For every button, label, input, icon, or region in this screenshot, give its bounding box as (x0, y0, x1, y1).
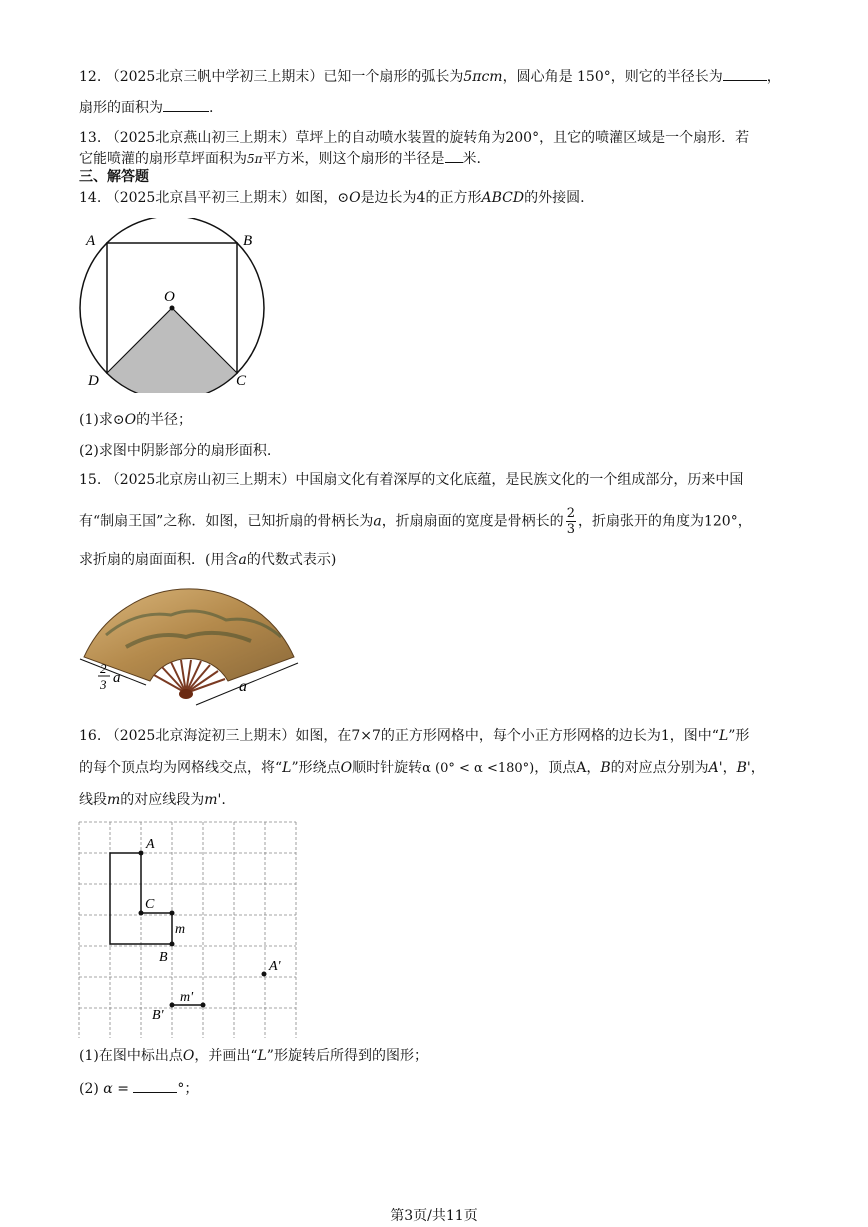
fig-frac-den: 3 (100, 677, 107, 692)
label-c: C (236, 373, 247, 389)
q16-text: ”形绕点 (291, 760, 341, 776)
point-a-prime-dot (262, 972, 267, 977)
fraction-two-thirds (566, 506, 576, 537)
point-a-dot (139, 851, 144, 856)
point-o: O (182, 1048, 195, 1064)
point-b-dot (170, 942, 175, 947)
q13-line1 (79, 128, 749, 148)
q14-circle-square-figure (70, 218, 280, 393)
q12-text: . (209, 100, 214, 116)
fig-label-a: a (239, 678, 247, 695)
q16-text: 顺时针旋转 (352, 760, 423, 776)
q14-text: 的半径； (136, 412, 193, 428)
q16-grid-figure (76, 818, 301, 1038)
answer-blank (163, 97, 209, 112)
square-name: ABCD (481, 190, 525, 206)
q15-line3 (79, 550, 336, 570)
q16-text: 的对应点分别为 (610, 760, 709, 776)
frac-num: 2 (566, 506, 575, 521)
alpha-symbol: α (103, 1081, 113, 1097)
answer-blank (445, 148, 463, 163)
point-c-dot (139, 911, 144, 916)
var-a: a (238, 552, 247, 568)
segment-m: m (107, 792, 121, 808)
q15-text: 求折扇的扇面面积．(用含 (79, 552, 239, 568)
q16-text: 16. （2025北京海淀初三上期末）如图，在7×7的正方形网格中，每个小正方形网格的边长为1，图中“ (79, 728, 719, 744)
q12-line2 (79, 97, 213, 118)
q15-text: 的代数式表示) (246, 552, 337, 568)
q16-sub1 (79, 1046, 428, 1066)
label-d: D (88, 373, 99, 389)
label-b: B (159, 950, 168, 965)
q16-sub2 (79, 1078, 198, 1099)
answer-blank (133, 1078, 177, 1093)
var-a: a (373, 513, 382, 530)
segment-m-prime: m' (204, 792, 222, 808)
q15-line1: 15. （2025北京房山初三上期末）中国扇文化有着深厚的文化底蕴，是民族文化的一个组成部分，历来中国 (79, 472, 744, 488)
page-footer: 第3页/共11页 (390, 1208, 478, 1224)
label-o: O (164, 289, 175, 305)
q16-line3 (79, 790, 226, 810)
label-m-prime: m' (180, 990, 194, 1005)
label-a: A (146, 837, 155, 852)
q12-text: ， (766, 69, 781, 85)
label-b: B (243, 233, 253, 249)
shaded-triangle (107, 308, 237, 373)
point-b: B (600, 760, 611, 776)
l-shape-letter: L (282, 760, 292, 776)
q16-line2 (79, 758, 765, 779)
q16-text: (1)在图中标出点 (79, 1048, 183, 1064)
q12-text: 12. （2025北京三帆中学初三上期末）已知一个扇形的弧长为 (79, 69, 464, 85)
q15-text: ，折扇张开的角度为120°， (577, 513, 752, 530)
q14-text: 是边长为4的正方形 (360, 190, 482, 206)
q12-text: ，圆心角是 150°，则它的半径长为 (502, 69, 723, 85)
q13-text: 它能喷灌的扇形草坪面积为 (79, 151, 247, 167)
q15-text: ，折扇扇面的宽度是骨柄长的 (381, 513, 564, 530)
point-dot (201, 1003, 206, 1008)
q12-arc-length: 5πcm (463, 69, 503, 85)
label-b-prime: B' (152, 1008, 164, 1023)
section-title: 三、解答题 (79, 169, 149, 185)
q14-stem (79, 188, 585, 208)
fan-pivot (179, 689, 193, 699)
point-o: O (340, 760, 353, 776)
frac-den: 3 (566, 522, 575, 537)
circle-symbol: ⊙O (112, 412, 137, 428)
q16-line1 (79, 726, 749, 746)
point-a-prime: A' (708, 760, 723, 776)
fig-label-a-small: a (113, 670, 121, 686)
point-b-prime: B' (736, 760, 751, 776)
q15-line2 (79, 506, 752, 537)
q13-text: 平方米，则这个扇形的半径是 (262, 151, 445, 167)
point-dot (170, 911, 175, 916)
q16-text: 的每个顶点均为网格线交点，将“ (79, 760, 283, 776)
label-a-prime: A' (269, 959, 281, 974)
l-shape-letter: L (257, 1048, 267, 1064)
q13-text: 13. （2025北京燕山初三上期末）草坪上的自动喷水装置的旋转角为200°，且它的喷灌区域是一个扇形．若 (79, 130, 750, 146)
circle-symbol: ⊙O (337, 190, 361, 206)
q12-line1 (79, 66, 781, 87)
q16-text: ，顶点A， (534, 760, 601, 776)
q15-text: 有“制扇王国”之称．如图，已知折扇的骨柄长为 (79, 513, 374, 530)
q16-text: 线段 (79, 792, 107, 808)
label-m: m (175, 922, 186, 937)
alpha-range: α (0° < α <180°) (422, 761, 535, 776)
center-point-o (170, 306, 175, 311)
label-a: A (86, 233, 96, 249)
q16-text: ， (722, 760, 737, 776)
q13-line2 (79, 148, 481, 169)
q16-text: ”形 (728, 728, 750, 744)
q16-text: (2) (79, 1081, 99, 1097)
q16-text: ，并画出“ (194, 1048, 258, 1064)
q16-text: . (221, 792, 226, 808)
q16-text: ”形旋转后所得到的图形； (266, 1048, 428, 1064)
q16-text: 的对应线段为 (120, 792, 205, 808)
q16-text: °； (177, 1081, 199, 1097)
fig-frac-num: 2 (100, 661, 107, 676)
folding-fan-figure (76, 575, 306, 710)
q16-text: ， (750, 760, 765, 776)
q14-sub1 (79, 410, 192, 430)
answer-blank (723, 66, 767, 81)
q14-text: 的外接圆. (524, 190, 585, 206)
q14-text: (1)求 (79, 412, 113, 428)
q13-text: 米. (462, 151, 481, 167)
q14-sub2: (2)求图中阴影部分的扇形面积. (79, 443, 272, 459)
l-shape-letter: L (718, 728, 729, 744)
label-c: C (145, 897, 155, 912)
q13-area: 5π (247, 152, 263, 166)
q12-text: 扇形的面积为 (79, 100, 163, 116)
point-b-prime-dot (170, 1003, 175, 1008)
l-shape (110, 853, 172, 944)
q16-text: = (117, 1081, 129, 1097)
q14-text: 14. （2025北京昌平初三上期末）如图， (79, 190, 338, 206)
